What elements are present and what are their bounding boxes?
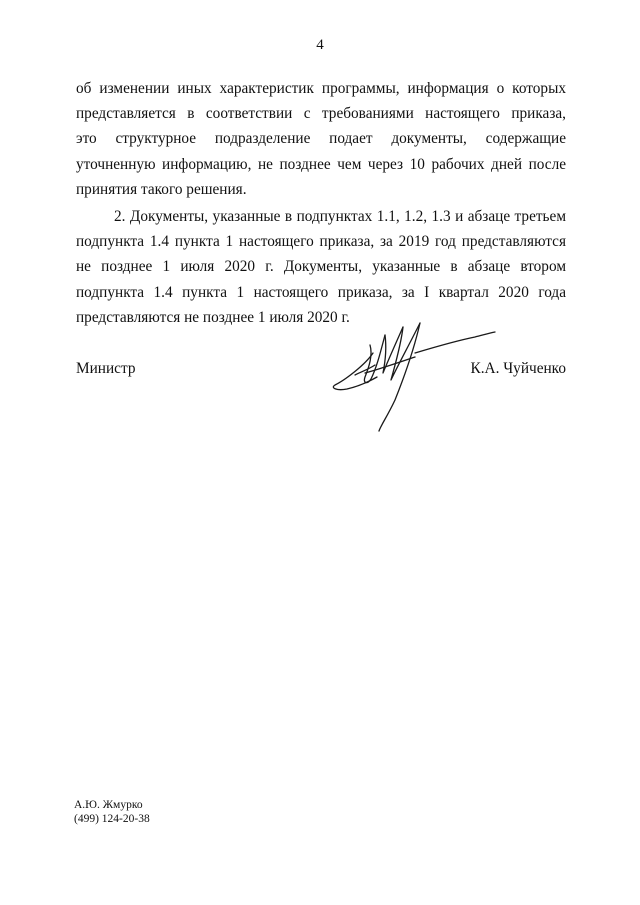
signature-row [76, 360, 566, 382]
paragraph-1-line: представляется в соответствии с требованиями настоящего приказа, [76, 105, 566, 123]
paragraph-2-line: представляются не позднее 1 июля 2020 г. [76, 308, 350, 326]
paragraph-2-line: не позднее 1 июля 2020 г. Документы, указанные в абзаце втором [76, 258, 566, 276]
paragraph-2-line: подпункта 1.4 пункта 1 настоящего приказа, за I квартал 2020 года [76, 283, 566, 301]
paragraph-2-line: 2. Документы, указанные в подпунктах 1.1, 1.2, 1.3 и абзаце третьем [114, 208, 566, 225]
executor-phone: (499) 124-20-38 [74, 813, 150, 825]
executor-name: А.Ю. Жмурко [74, 799, 143, 811]
signatory-title: Министр [76, 360, 136, 377]
paragraph-2-line: подпункта 1.4 пункта 1 настоящего приказа, за 2019 год представляются [76, 233, 566, 251]
page-number: 4 [316, 37, 324, 53]
paragraph-1-line: принятия такого решения. [76, 180, 247, 198]
executor-block [74, 798, 150, 826]
paragraph-1-line: это структурное подразделение подает документы, содержащие [76, 130, 566, 148]
paragraph-1 [76, 76, 566, 202]
paragraph-1-line: уточненную информацию, не позднее чем через 10 рабочих дней после [76, 155, 566, 173]
signatory-name: К.А. Чуйченко [470, 360, 566, 377]
paragraph-1-line: об изменении иных характеристик программы, информация о которых [76, 80, 566, 97]
